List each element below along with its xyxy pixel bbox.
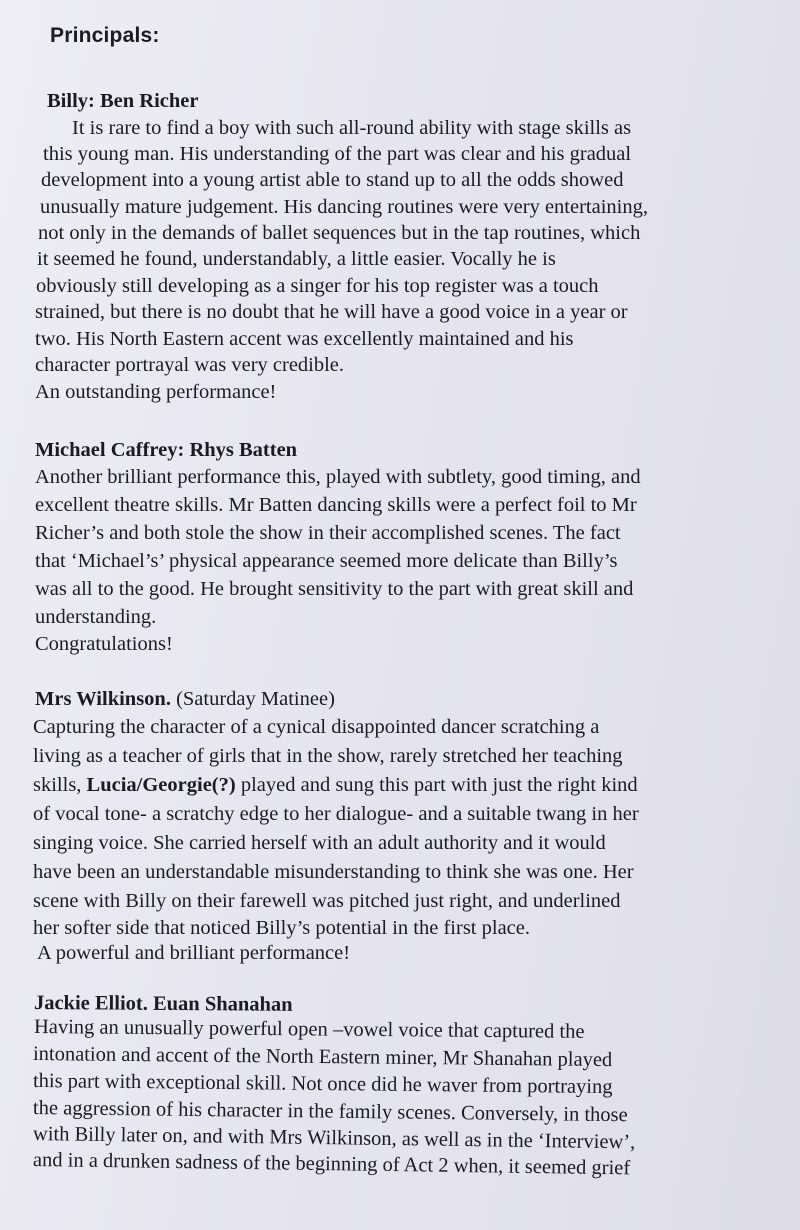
paragraph-line: of vocal tone- a scratchy edge to her dialogue- and a suitable twang in her bbox=[33, 803, 639, 825]
paragraph-line: that ‘Michael’s’ physical appearance seemed more delicate than Billy’s bbox=[35, 550, 618, 572]
section-heading-wilkinson bbox=[35, 688, 335, 711]
paragraph-line bbox=[33, 774, 638, 797]
paragraph-line: obviously still developing as a singer for his top register was a touch bbox=[36, 275, 599, 297]
section-heading-billy: Billy: Ben Richer bbox=[47, 90, 199, 112]
paragraph-line: living as a teacher of girls that in the show, rarely stretched her teaching bbox=[33, 745, 623, 767]
paragraph-line: and in a drunken sadness of the beginning of Act 2 when, it seemed grief bbox=[32, 1149, 631, 1180]
line-text: played and sung this part with just the right kind bbox=[240, 774, 638, 796]
page-title: Principals: bbox=[50, 24, 160, 47]
paragraph-line: It is rare to find a boy with such all-round ability with stage skills as bbox=[72, 117, 632, 139]
section-heading-note: (Saturday Matinee) bbox=[176, 688, 335, 710]
paragraph-line: A powerful and brilliant performance! bbox=[37, 942, 351, 964]
paragraph-line: understanding. bbox=[35, 606, 157, 628]
paragraph-line: singing voice. She carried herself with an adult authority and it would bbox=[33, 832, 606, 854]
paragraph-line: with Billy later on, and with Mrs Wilkinson, as well as in the ‘Interview’, bbox=[32, 1123, 636, 1154]
paragraph-line: strained, but there is no doubt that he will have a good voice in a year or bbox=[35, 301, 628, 323]
line-text: skills, bbox=[33, 774, 82, 796]
paragraph-line: have been an understandable misunderstanding to think she was one. Her bbox=[33, 861, 634, 883]
section-heading-name: Mrs Wilkinson. bbox=[35, 688, 171, 710]
paragraph-line: development into a young artist able to stand up to all the odds showed bbox=[41, 169, 624, 191]
paragraph-line: was all to the good. He brought sensitivity to the part with great skill and bbox=[35, 578, 634, 600]
section-heading-michael: Michael Caffrey: Rhys Batten bbox=[35, 439, 298, 461]
performer-name: Lucia/Georgie(?) bbox=[86, 774, 236, 796]
paragraph-line: this young man. His understanding of the part was clear and his gradual bbox=[43, 143, 632, 165]
paragraph-line: this part with exceptional skill. Not once did he waver from portraying bbox=[32, 1070, 613, 1099]
paragraph-line: Richer’s and both stole the show in their accomplished scenes. The fact bbox=[35, 522, 621, 544]
paragraph-line: character portrayal was very credible. bbox=[35, 354, 345, 376]
paragraph-line: excellent theatre skills. Mr Batten dancing skills were a perfect foil to Mr bbox=[35, 494, 637, 516]
paragraph-line: the aggression of his character in the family scenes. Conversely, in those bbox=[32, 1097, 628, 1127]
paragraph-line: unusually mature judgement. His dancing routines were very entertaining, bbox=[40, 196, 648, 218]
paragraph-line: Congratulations! bbox=[35, 633, 173, 655]
paragraph-line: it seemed he found, understandably, a little easier. Vocally he is bbox=[37, 248, 556, 270]
paragraph-line: two. His North Eastern accent was excellently maintained and his bbox=[35, 328, 574, 350]
paragraph-line: intonation and accent of the North Eastern miner, Mr Shanahan played bbox=[32, 1043, 613, 1072]
paragraph-line: not only in the demands of ballet sequences but in the tap routines, which bbox=[38, 222, 641, 244]
paragraph-line: An outstanding performance! bbox=[35, 381, 277, 403]
paragraph-line: Another brilliant performance this, played with subtlety, good timing, and bbox=[35, 466, 641, 488]
paragraph-line: Capturing the character of a cynical disappointed dancer scratching a bbox=[33, 716, 600, 738]
paragraph-line: Having an unusually powerful open –vowel voice that captured the bbox=[33, 1016, 585, 1043]
paragraph-line: scene with Billy on their farewell was pitched just right, and underlined bbox=[33, 890, 621, 912]
section-heading-jackie: Jackie Elliot. Euan Shanahan bbox=[33, 992, 293, 1016]
paragraph-line: her softer side that noticed Billy’s potential in the first place. bbox=[33, 917, 530, 939]
